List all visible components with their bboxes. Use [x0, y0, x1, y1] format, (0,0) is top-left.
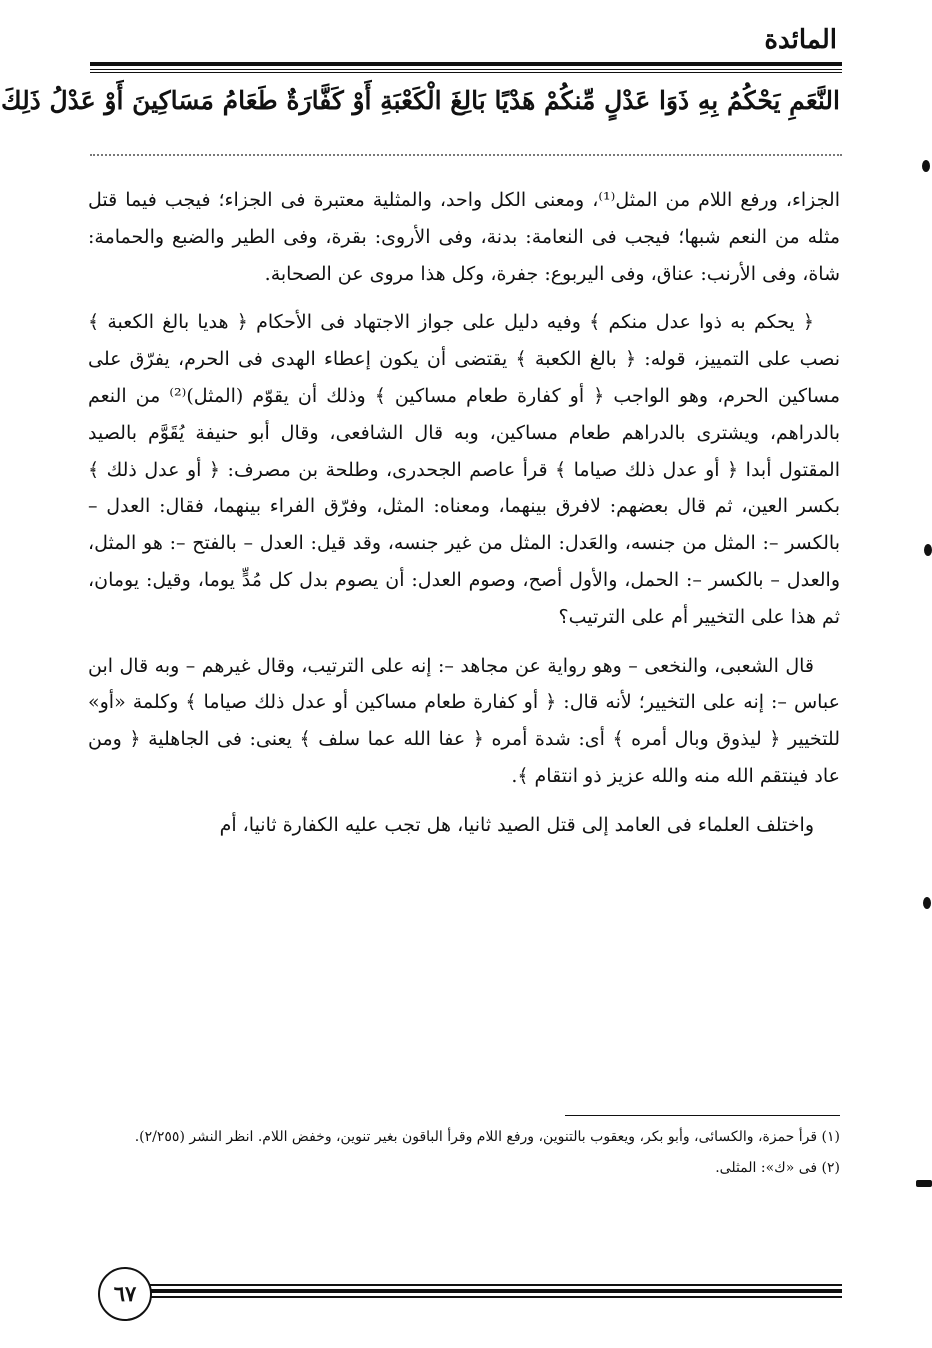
footer-rule	[150, 1284, 842, 1286]
footnote-separator	[565, 1115, 840, 1116]
header-rule-thin-lower	[90, 72, 842, 73]
margin-mark	[923, 897, 931, 909]
paragraph: واختلف العلماء فى العامد إلى قتل الصيد ثانيا، هل تجب عليه الكفارة ثانيا، أم	[219, 813, 814, 836]
margin-mark	[924, 544, 932, 556]
header-rule-thin	[90, 69, 842, 70]
footer-rule-thick	[150, 1289, 842, 1293]
page-number: ٦٧	[98, 1267, 152, 1321]
paragraph: الجزاء، ورفع اللام من المثل⁽¹⁾، ومعنى الكل واحد، والمثلية معتبرة فى الجزاء؛ فيجب فيما قتل مثله من النعم شبها؛ فيجب فى النعامة: بدنة، وفى الأروى: بقرة، وفى الطير والضبع والحمامة: شاة، وفى الأرنب: عناق، وفى اليربوع: جفرة، وكل هذا مروى عن الصحابة.	[88, 189, 840, 285]
footnotes	[88, 1122, 840, 1184]
paragraph: قال الشعبى، والنخعى – وهو رواية عن مجاهد –: إنه على الترتيب، وقال غيرهم – وبه قال ابن عباس –: إنه على التخيير؛ لأنه قال: ﴿ أو كفارة طعام مساكين أو عدل ذلك صياما ﴾ وكلمة «أو» للتخيير ﴿ ليذوق وبال أمره ﴾ أى: شدة أمره ﴿ عفا الله عما سلف ﴾ يعنى: فى الجاهلية ﴿ ومن عاد فينتقم الله منه والله عزيز ذو انتقام ﴾.	[88, 654, 840, 787]
footnote: (٢) فى «ك»: المثلى.	[715, 1160, 840, 1176]
chapter-title: المائدة	[764, 25, 837, 55]
margin-mark	[916, 1180, 932, 1187]
verse-header: النَّعَمِ يَحْكُمُ بِهِ ذَوَا عَدْلٍ مِّنكُمْ هَدْيًا بَالِغَ الْكَعْبَةِ أَوْ كَفَّارَةٌ طَعَامُ مَسَاكِينَ أَوْ عَدْلُ ذَلِكَ	[1, 86, 840, 115]
footnote: (١) قرأ حمزة، والكسائى، وأبو بكر، ويعقوب بالتنوين، ورفع اللام وقرأ الباقون بغير تنوين، وخفض اللام. انظر النشر (٢/٢٥٥).	[134, 1129, 840, 1145]
dotted-divider	[90, 154, 842, 156]
margin-mark	[922, 160, 930, 172]
paragraph: ﴿ يحكم به ذوا عدل منكم ﴾ وفيه دليل على جواز الاجتهاد فى الأحكام ﴿ هديا بالغ الكعبة ﴾ نصب على التمييز، قوله: ﴿ بالغ الكعبة ﴾ يقتضى أن يكون إعطاء الهدى فى الحرم، يفرّق على مساكين الحرم، وهو الواجب ﴿ أو كفارة طعام مساكين ﴾ وذلك أن يقوّم (المثل)⁽²⁾ من النعم بالدراهم، ويشترى بالدراهم طعام مساكين، وبه قال الشافعى، وقال أبو حنيفة يُقَوَّم بالصيد المقتول أبدا ﴿ أو عدل ذلك صياما ﴾ قرأ عاصم الجحدرى، وطلحة بن مصرف: ﴿ أو عدل ذلك ﴾ بكسر العين، ثم قال بعضهم: لافرق بينهما، ومعناه: المثل، وفرّق الفراء بينهما، فقال: العدل – بالكسر –: المثل من جنسه، والعَدل: المثل من غير جنسه، وقد قيل: العدل – بالفتح –: هو المثل، والعدل – بالكسر –: الحمل، والأول أصح، وصوم العدل: أن يصوم بدل كل مُدٍّ يوما، وقيل: يومان، ثم هذا على التخيير أم على الترتيب؟	[88, 311, 840, 628]
footer-rule-lower	[150, 1296, 842, 1298]
header-rule-thick	[90, 62, 842, 66]
body-text	[88, 182, 840, 856]
